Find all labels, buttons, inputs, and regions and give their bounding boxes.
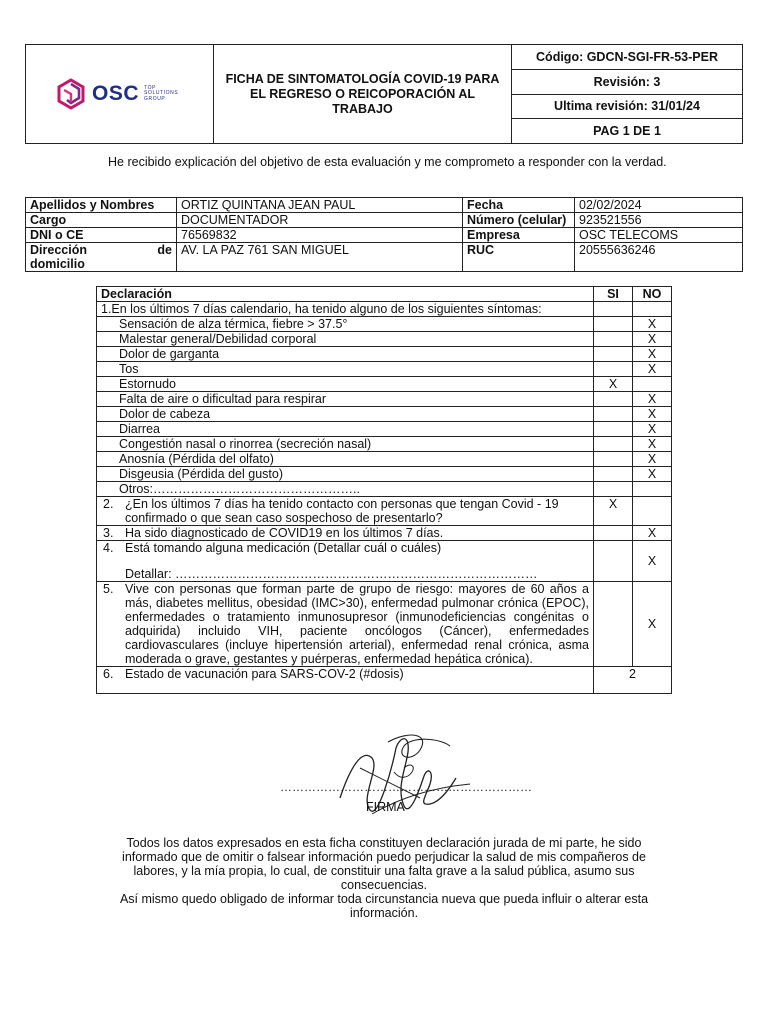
question-5-text: Vive con personas que forman parte de grupo de riesgo: mayores de 60 años a más, diabetes mellitus, obesidad (IMC>30), enfermedad pulmonar crónica (EPOC), enfermedades o tratamiento inmunosupresor (inmunodeficiencias congénitas o adquirida) incluido VIH, paciente oncólogos (Cáncer), enfermedades cardiovasculares (incluye hipertensión arterial), enfermedad renal crónica, asma moderada o grave, gestantes y puérperas, enfermedad hepática crónica). — [125, 582, 589, 666]
symptom-si-mark: X — [594, 377, 633, 392]
document-code: Código: GDCN-SGI-FR-53-PER — [512, 45, 743, 70]
symptom-si-mark — [594, 437, 633, 452]
question-3-no: X — [633, 526, 672, 541]
question-6-value: 2 — [594, 667, 672, 694]
question-4-row: 4. Está tomando alguna medicación (Detallar cuál o cuáles) Detallar: …………………………………………………………………………… X — [97, 541, 672, 582]
question-3-row: 3. Ha sido diagnosticado de COVID19 en los últimos 7 días. X — [97, 526, 672, 541]
symptom-label: Sensación de alza térmica, fiebre > 37.5° — [97, 317, 594, 332]
symptom-no-mark: X — [633, 422, 672, 437]
no-column-header: NO — [633, 287, 672, 302]
date-label: Fecha — [463, 198, 575, 213]
table-row — [26, 198, 743, 213]
symptom-row — [97, 317, 672, 332]
last-revision-date: Ultima revisión: 31/01/24 — [512, 94, 743, 119]
si-column-header: SI — [594, 287, 633, 302]
symptom-no-mark — [633, 482, 672, 497]
symptom-si-mark — [594, 362, 633, 377]
symptom-no-mark: X — [633, 407, 672, 422]
id-label: DNI o CE — [26, 228, 177, 243]
signature-line: ……………………………………………………… — [280, 780, 532, 794]
id-value: 76569832 — [177, 228, 463, 243]
symptom-label: Malestar general/Debilidad corporal — [97, 332, 594, 347]
symptom-label: Estornudo — [97, 377, 594, 392]
question-5-row: 5. Vive con personas que forman parte de grupo de riesgo: mayores de 60 años a más, diabetes mellitus, obesidad (IMC>30), enfermedad pulmonar crónica (EPOC), enfermedades o tratamiento inmunosupresor (inmunodeficiencias congénitas o adquirida) incluido VIH, paciente oncólogos (Cáncer), enfermedades cardiovasculares (incluye hipertensión arterial), enfermedad renal crónica, asma moderada o grave, gestantes y puérperas, enfermedad hepática crónica). X — [97, 582, 672, 667]
symptom-label: Otros:………………………………………….. — [97, 482, 594, 497]
personal-data-table — [25, 197, 743, 272]
ruc-value: 20555636246 — [575, 243, 743, 272]
symptom-label: Dolor de cabeza — [97, 407, 594, 422]
symptom-row — [97, 482, 672, 497]
symptom-si-mark — [594, 482, 633, 497]
symptom-row — [97, 377, 672, 392]
question-2-row: 2. ¿En los últimos 7 días ha tenido contacto con personas que tengan Covid - 19 confirmado o que sean caso sospechoso de presentarlo? X — [97, 497, 672, 526]
question-1-row — [97, 302, 672, 317]
question-5-no: X — [633, 582, 672, 667]
symptom-si-mark — [594, 467, 633, 482]
symptom-label: Diarrea — [97, 422, 594, 437]
symptom-no-mark: X — [633, 317, 672, 332]
names-label: Apellidos y Nombres — [26, 198, 177, 213]
logo-word: OSC — [92, 82, 140, 105]
symptom-row — [97, 422, 672, 437]
question-5-si — [594, 582, 633, 667]
symptom-label: Anosnía (Pérdida del olfato) — [97, 452, 594, 467]
phone-label: Número (celular) — [463, 213, 575, 228]
symptom-label: Falta de aire o dificultad para respirar — [97, 392, 594, 407]
intro-text: He recibido explicación del objetivo de esta evaluación y me comprometo a responder con la verdad. — [108, 155, 667, 169]
question-3-si — [594, 526, 633, 541]
table-row — [26, 243, 743, 272]
symptom-no-mark: X — [633, 392, 672, 407]
address-label: Dirección de domicilio — [26, 243, 177, 272]
footer-paragraph-1: Todos los datos expresados en esta ficha constituyen declaración jurada de mi parte, he sido informado que de omitir o falsear información puedo perjudicar la salud de mis compañeros de labores, y la mía propia, lo cual, de constituir una falta grave a la salud pública, asumo sus consecuencias. — [122, 836, 646, 892]
question-4-text: Está tomando alguna medicación (Detallar cuál o cuáles) — [125, 541, 442, 555]
company-label: Empresa — [463, 228, 575, 243]
declaration-column-header: Declaración — [97, 287, 594, 302]
table-row — [26, 228, 743, 243]
symptom-si-mark — [594, 422, 633, 437]
position-label: Cargo — [26, 213, 177, 228]
company-logo — [26, 78, 213, 110]
symptom-no-mark: X — [633, 362, 672, 377]
question-2-text: ¿En los últimos 7 días ha tenido contacto con personas que tengan Covid - 19 confirmado o que sean caso sospechoso de presentarlo? — [125, 497, 559, 525]
logo-cell — [26, 45, 214, 144]
symptom-si-mark — [594, 347, 633, 362]
document-header — [25, 44, 743, 144]
symptom-si-mark — [594, 317, 633, 332]
symptom-row — [97, 467, 672, 482]
table-header-row — [97, 287, 672, 302]
question-4-detail: Detallar: …………………………………………………………………………… — [125, 567, 538, 581]
symptom-no-mark: X — [633, 467, 672, 482]
page-number: PAG 1 DE 1 — [512, 119, 743, 144]
document-revision: Revisión: 3 — [512, 69, 743, 94]
symptom-row — [97, 392, 672, 407]
symptom-row — [97, 347, 672, 362]
form-title: FICHA DE SINTOMATOLOGÍA COVID-19 PARA EL REGRESO O REICOPORACIÓN AL TRABAJO — [214, 45, 512, 144]
symptom-si-mark — [594, 332, 633, 347]
symptom-si-mark — [594, 452, 633, 467]
company-value: OSC TELECOMS — [575, 228, 743, 243]
question-6-row: 6. Estado de vacunación para SARS-COV-2 (#dosis) 2 — [97, 667, 672, 694]
symptom-row — [97, 437, 672, 452]
symptom-label: Congestión nasal o rinorrea (secreción nasal) — [97, 437, 594, 452]
question-4-si — [594, 541, 633, 582]
position-value: DOCUMENTADOR — [177, 213, 463, 228]
question-3-text: Ha sido diagnosticado de COVID19 en los últimos 7 días. — [125, 526, 444, 540]
question-1-text: 1.En los últimos 7 días calendario, ha tenido alguno de los siguientes síntomas: — [97, 302, 594, 317]
symptom-label: Disgeusia (Pérdida del gusto) — [97, 467, 594, 482]
declaration-table — [96, 286, 672, 694]
address-value: AV. LA PAZ 761 SAN MIGUEL — [177, 243, 463, 272]
question-2-si: X — [594, 497, 633, 526]
question-2-no — [633, 497, 672, 526]
handwritten-signature — [300, 728, 530, 828]
symptom-no-mark: X — [633, 437, 672, 452]
names-value: ORTIZ QUINTANA JEAN PAUL — [177, 198, 463, 213]
date-value: 02/02/2024 — [575, 198, 743, 213]
symptom-row — [97, 407, 672, 422]
question-4-no: X — [633, 541, 672, 582]
symptom-row — [97, 362, 672, 377]
symptom-no-mark: X — [633, 452, 672, 467]
footer-declaration — [100, 836, 668, 920]
footer-paragraph-2: Así mismo quedo obligado de informar toda circunstancia nueva que pueda influir o alterar esta información. — [119, 892, 649, 920]
symptom-label: Dolor de garganta — [97, 347, 594, 362]
symptom-row — [97, 332, 672, 347]
logo-tagline: TOP SOLUTIONS GROUP — [144, 84, 179, 102]
symptom-label: Tos — [97, 362, 594, 377]
question-6-text: Estado de vacunación para SARS-COV-2 (#dosis) — [125, 667, 404, 681]
symptom-no-mark: X — [633, 332, 672, 347]
table-row — [26, 213, 743, 228]
ruc-label: RUC — [463, 243, 575, 272]
hexagon-logo-icon — [56, 78, 86, 110]
symptom-no-mark: X — [633, 347, 672, 362]
phone-value: 923521556 — [575, 213, 743, 228]
symptom-row — [97, 452, 672, 467]
signature-label: FIRMA — [366, 800, 405, 814]
symptom-si-mark — [594, 392, 633, 407]
symptom-no-mark — [633, 377, 672, 392]
symptom-si-mark — [594, 407, 633, 422]
